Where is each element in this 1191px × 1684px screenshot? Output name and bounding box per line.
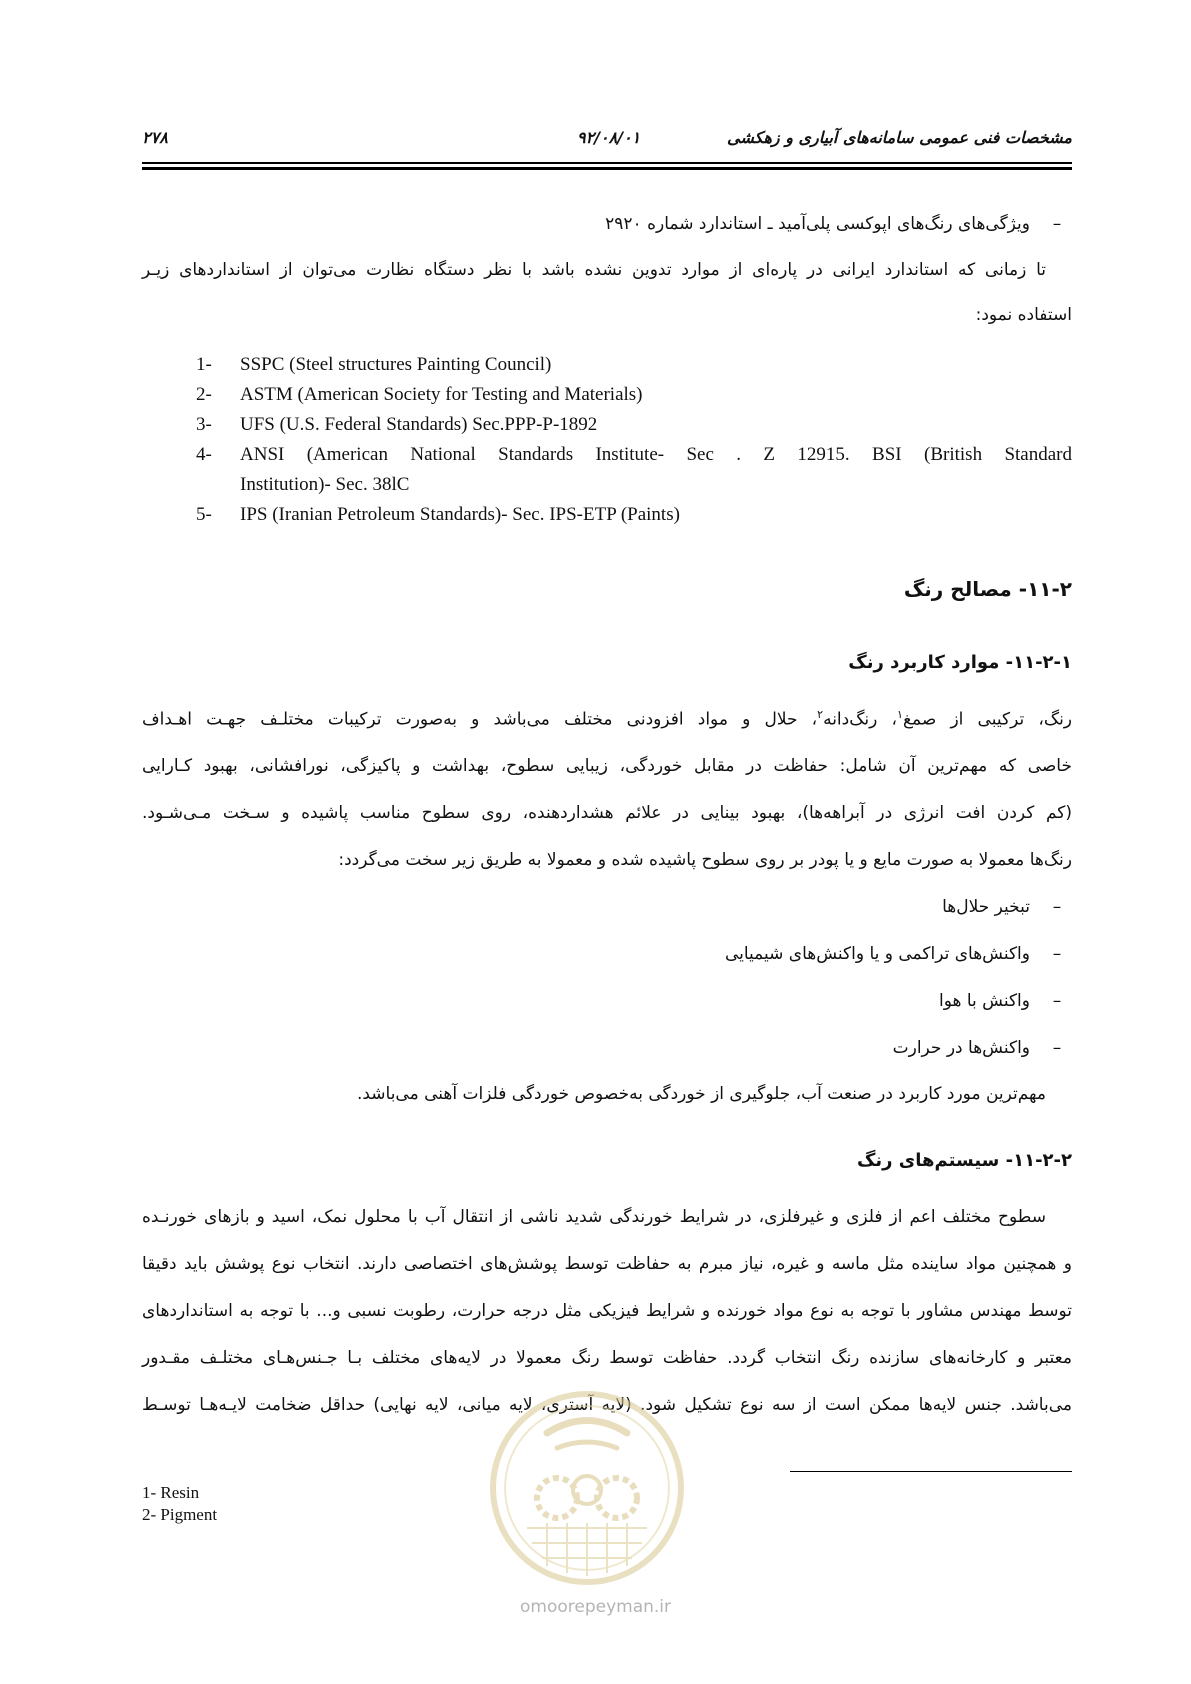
list-item [196,500,1072,530]
text-run: ، رنگ‌دانه [823,709,898,730]
list-item-text: IPS (Iranian Petroleum Standards)- Sec. IPS-ETP (Paints) [240,504,680,525]
systems-paragraph-line: توسط مهندس مشاور با توجه به نوع مواد خورنده و شرایط فیزیکی مثل درجه حرارت، رطوبت نسبی و... با توجه به استانداردهای [142,1301,1072,1321]
list-item-text-line1: ANSI (American National Standards Institute- Sec . Z 12915. BSI (British Standard [240,444,1072,465]
dash-marker: – [1052,897,1062,917]
systems-paragraph-line: معتبر و کارخانه‌های سازنده رنگ انتخاب گردد. حفاظت توسط رنگ معمولا در لایه‌های مختلف بـا جـنس‌هـای مختلـف مقـدور [142,1348,1072,1368]
list-item-text [240,440,1072,500]
intro-paragraph-line1: تا زمانی که استاندارد ایرانی در پاره‌ای از موارد تدوین نشده باشد با نظر دستگاه نظارت می‌توان از استانداردهای زیـر [142,260,1046,280]
intro-paragraph-line2: استفاده نمود: [975,305,1072,325]
curing-bullet [893,1038,1072,1058]
dash-marker: – [1052,991,1062,1011]
subsection-heading-usage: ۱۱-۲-۱- موارد کاربرد رنگ [848,652,1072,673]
footnote-ref-1: ۱ [897,708,903,721]
dash-marker: – [1052,214,1062,234]
footnote-ref-2: ۲ [817,708,824,721]
watermark-logo [487,1388,687,1588]
footnote-rule [790,1471,1072,1472]
curing-bullet-text: تبخیر حلال‌ها [942,897,1030,917]
curing-bullet [939,991,1072,1011]
systems-paragraph-line: می‌باشد. جنس لایه‌ها ممکن است از سه نوع تشکیل شود. (لایه آستری، لایه میانی، لایه نهایی) حداقل ضخامت لایـه‌هـا توسـط [142,1395,1072,1415]
list-item [196,350,1072,380]
intro-bullet-text: ویژگی‌های رنگ‌های اپوکسی پلی‌آمید ـ استاندارد شماره ۲۹۲۰ [605,214,1030,234]
dash-marker: – [1052,944,1062,964]
curing-bullet [942,897,1072,917]
list-item [196,410,1072,440]
list-item [196,440,1072,500]
curing-bullet-text: واکنش با هوا [938,991,1030,1011]
systems-paragraph-line: و همچنین مواد ساینده مثل ماسه و غیره، نیاز مبرم به حفاظت توسط پوشش‌های اختصاصی دارند. انتخاب نوع پوشش باید دقیقا [142,1254,1072,1274]
list-item-text: SSPC (Steel structures Painting Council) [240,354,552,375]
header-rule-thick [142,167,1072,170]
curing-bullet-text: واکنش‌های تراکمی و یا واکنش‌های شیمیایی [724,944,1030,964]
curing-bullet-text: واکنش‌ها در حرارت [892,1038,1030,1058]
list-item-number: 1- [196,354,212,375]
usage-paragraph-line2: خاصی که مهم‌ترین آن شامل: حفاظت در مقابل خوردگی، زیبایی سطوح، بهداشت و پاکیزگی، نورافشانی، بهبود کـارایی [142,756,1072,776]
page-number: ۲۷۸ [142,128,168,147]
list-item-text: ASTM (American Society for Testing and Materials) [240,384,643,405]
footnote: 1- Resin [142,1483,200,1502]
watermark-url: omoorepeyman.ir [519,1597,672,1617]
footnote: 2- Pigment [142,1505,218,1524]
standards-list [196,350,1072,530]
section-heading: ۱۱-۲- مصالح رنگ [903,577,1072,601]
usage-paragraph-line3: (کم کردن افت انرژی در آبراهه‌ها)، بهبود بینایی در علائم هشداردهنده، روی سطوح مناسب پاشیده و سـخت مـی‌شـود. [142,803,1072,823]
footnotes [142,1482,217,1526]
text-run: ، حلال و مواد افزودنی مختلف می‌باشد و به‌صورت ترکیبات مختلـف جهـت اهـداف [142,709,818,730]
list-item [196,380,1072,410]
text-run: رنگ، ترکیبی از صمغ [902,709,1073,730]
header-title: مشخصات فنی عمومی سامانه‌های آبیاری و زهکشی [727,128,1072,147]
intro-bullet [605,214,1072,234]
page-header [142,128,1072,158]
list-item-number: 5- [196,504,212,525]
header-date: ۹۲/۰۸/۰۱ [577,128,641,147]
systems-paragraph-line: سطوح مختلف اعم از فلزی و غیرفلزی، در شرایط خورندگی شدید ناشی از انتقال آب با محلول نمک، اسید و بازهای خورنـده [142,1207,1046,1227]
list-item-text-line2: Institution)- Sec. 38lC [240,474,410,495]
list-item-number: 2- [196,384,212,405]
curing-bullet [725,944,1072,964]
usage-paragraph-line4: رنگ‌ها معمولا به صورت مایع و یا پودر بر روی سطوح پاشیده شده و معمولا به طریق زیر سخت می‌گردد: [338,850,1072,870]
list-item-text: UFS (U.S. Federal Standards) Sec.PPP-P-1892 [240,414,598,435]
dash-marker: – [1052,1038,1062,1058]
list-item-number: 4- [196,444,212,465]
subsection-heading-systems: ۱۱-۲-۲- سیستم‌های رنگ [856,1150,1072,1171]
header-rule-thin [142,162,1072,164]
list-item-number: 3- [196,414,212,435]
usage-paragraph-line1 [142,708,1072,730]
usage-closing: مهم‌ترین مورد کاربرد در صنعت آب، جلوگیری از خوردگی به‌خصوص خوردگی فلزات آهنی می‌باشد. [356,1084,1046,1104]
